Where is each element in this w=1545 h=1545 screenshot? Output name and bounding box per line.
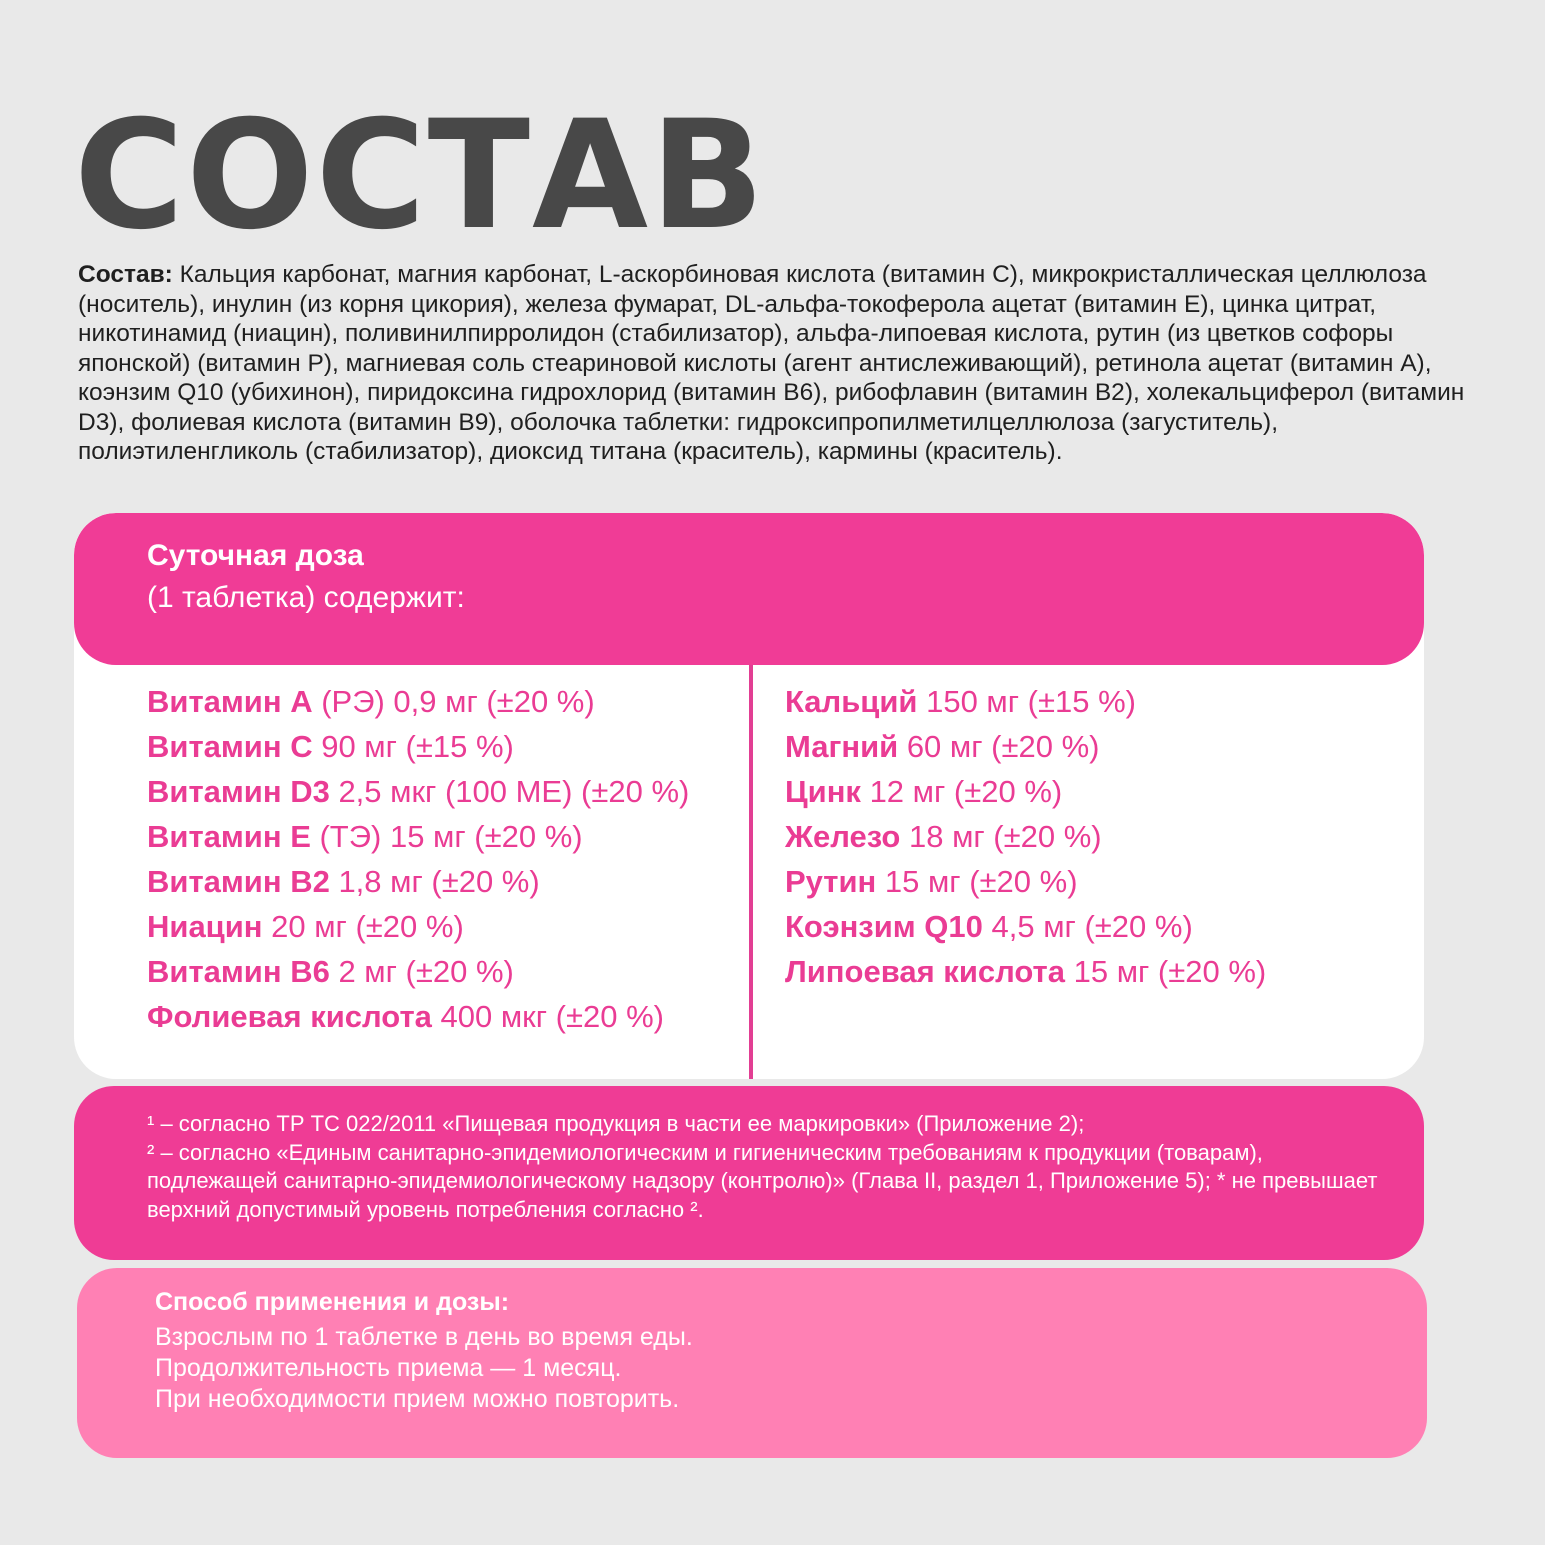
nutrient-amount: 15 мг (±20 %) bbox=[1064, 954, 1267, 989]
nutrient-list-left bbox=[147, 679, 689, 1039]
nutrient-amount: 1,8 мг (±20 %) bbox=[329, 864, 540, 899]
nutrient-item bbox=[147, 814, 689, 859]
nutrient-amount: 4,5 мг (±20 %) bbox=[982, 909, 1193, 944]
nutrient-name: Железо bbox=[785, 819, 901, 854]
composition-label: Состав: bbox=[78, 261, 173, 288]
nutrient-item bbox=[785, 724, 1266, 769]
nutrient-name: Ниацин bbox=[147, 909, 263, 944]
nutrient-name: Витамин В2 bbox=[147, 864, 330, 899]
nutrient-item bbox=[147, 994, 689, 1039]
nutrient-amount: 15 мг (±20 %) bbox=[876, 864, 1078, 899]
nutrient-item bbox=[785, 814, 1266, 859]
nutrient-item bbox=[147, 949, 689, 994]
nutrient-name: Фолиевая кислота bbox=[147, 999, 432, 1034]
nutrient-item bbox=[147, 904, 689, 949]
nutrient-name: Кальций bbox=[785, 684, 918, 719]
footnote-2: ² – согласно «Единым санитарно-эпидемиологическим и гигиеническим требованиям к продукции (товарам), подлежащей санитарно-эпидемиологическому надзору (контролю)» (Глава II, раздел 1, Приложение 5); * не превышает верхний допустимый уровень потребления согласно ². bbox=[147, 1139, 1378, 1222]
nutrient-name: Витамин С bbox=[147, 729, 313, 764]
usage-line: Продолжительность приема — 1 месяц. bbox=[155, 1354, 622, 1382]
nutrient-item bbox=[147, 679, 689, 724]
usage-title: Способ применения и дозы: bbox=[155, 1288, 510, 1316]
composition-body: Кальция карбонат, магния карбонат, L-аскорбиновая кислота (витамин С), микрокристаллическая целлюлоза (носитель), инулин (из корня цикория), железа фумарат, DL-альфа-токоферола ацетат (витамин Е), цинка цитрат, никотинамид (ниацин), поливинилпирролидон (стабилизатор), альфа-липоевая кислота, рутин (из цветков софоры японской) (витамин Р), магниевая соль стеариновой кислоты (агент антислеживающий), ретинола ацетат (витамин А), коэнзим Q10 (убихинон), пиридоксина гидрохлорид (витамин В6), рибофлавин (витамин В2), холекальциферол (витамин D3), фолиевая кислота (витамин В9), оболочка таблетки: гидроксипропилметилцеллюлоза (загуститель), полиэтиленгликоль (стабилизатор), диоксид титана (краситель), кармины (краситель). bbox=[78, 261, 1465, 465]
footnotes-text bbox=[147, 1110, 1387, 1224]
nutrient-item bbox=[147, 724, 689, 769]
nutrient-name: Рутин bbox=[785, 864, 877, 899]
daily-dose-card bbox=[74, 513, 1424, 1079]
nutrient-name: Витамин D3 bbox=[147, 774, 330, 809]
footnote-1: ¹ – согласно ТР ТС 022/2011 «Пищевая продукция в части ее маркировки» (Приложение 2); bbox=[147, 1111, 1085, 1136]
nutrient-name: Коэнзим Q10 bbox=[785, 909, 983, 944]
nutrient-item bbox=[785, 859, 1266, 904]
nutrient-name: Витамин А bbox=[147, 684, 313, 719]
nutrient-name: Цинк bbox=[785, 774, 861, 809]
daily-dose-header bbox=[74, 513, 1424, 665]
nutrient-item bbox=[147, 859, 689, 904]
nutrient-name: Магний bbox=[785, 729, 899, 764]
nutrient-amount: 60 мг (±20 %) bbox=[898, 729, 1100, 764]
nutrient-item bbox=[785, 904, 1266, 949]
nutrient-item bbox=[785, 769, 1266, 814]
nutrient-amount: (РЭ) 0,9 мг (±20 %) bbox=[312, 684, 595, 719]
daily-dose-title: Суточная доза bbox=[147, 539, 364, 572]
nutrient-item bbox=[147, 769, 689, 814]
nutrient-amount: 20 мг (±20 %) bbox=[262, 909, 464, 944]
column-divider bbox=[749, 665, 753, 1079]
nutrient-amount: 90 мг (±15 %) bbox=[312, 729, 514, 764]
nutrient-item bbox=[785, 949, 1266, 994]
usage-box bbox=[77, 1268, 1427, 1458]
daily-dose-subtitle: (1 таблетка) содержит: bbox=[147, 581, 465, 614]
nutrient-amount: 18 мг (±20 %) bbox=[900, 819, 1102, 854]
nutrient-name: Витамин В6 bbox=[147, 954, 330, 989]
nutrient-amount: 12 мг (±20 %) bbox=[860, 774, 1063, 809]
usage-line: При необходимости прием можно повторить. bbox=[155, 1385, 680, 1413]
nutrient-item bbox=[785, 679, 1266, 724]
nutrient-list-right bbox=[785, 679, 1266, 994]
nutrient-amount: 2,5 мкг (100 МЕ) (±20 %) bbox=[329, 774, 690, 809]
nutrient-amount: (ТЭ) 15 мг (±20 %) bbox=[310, 819, 583, 854]
nutrient-amount: 400 мкг (±20 %) bbox=[431, 999, 664, 1034]
nutrient-name: Липоевая кислота bbox=[785, 954, 1065, 989]
composition-text bbox=[78, 260, 1498, 467]
nutrient-amount: 2 мг (±20 %) bbox=[329, 954, 514, 989]
page-title: СОСТАВ bbox=[74, 89, 767, 263]
nutrient-name: Витамин Е bbox=[147, 819, 311, 854]
nutrient-amount: 150 мг (±15 %) bbox=[917, 684, 1136, 719]
footnotes-box bbox=[74, 1086, 1424, 1260]
usage-line: Взрослым по 1 таблетке в день во время еды. bbox=[155, 1323, 693, 1351]
